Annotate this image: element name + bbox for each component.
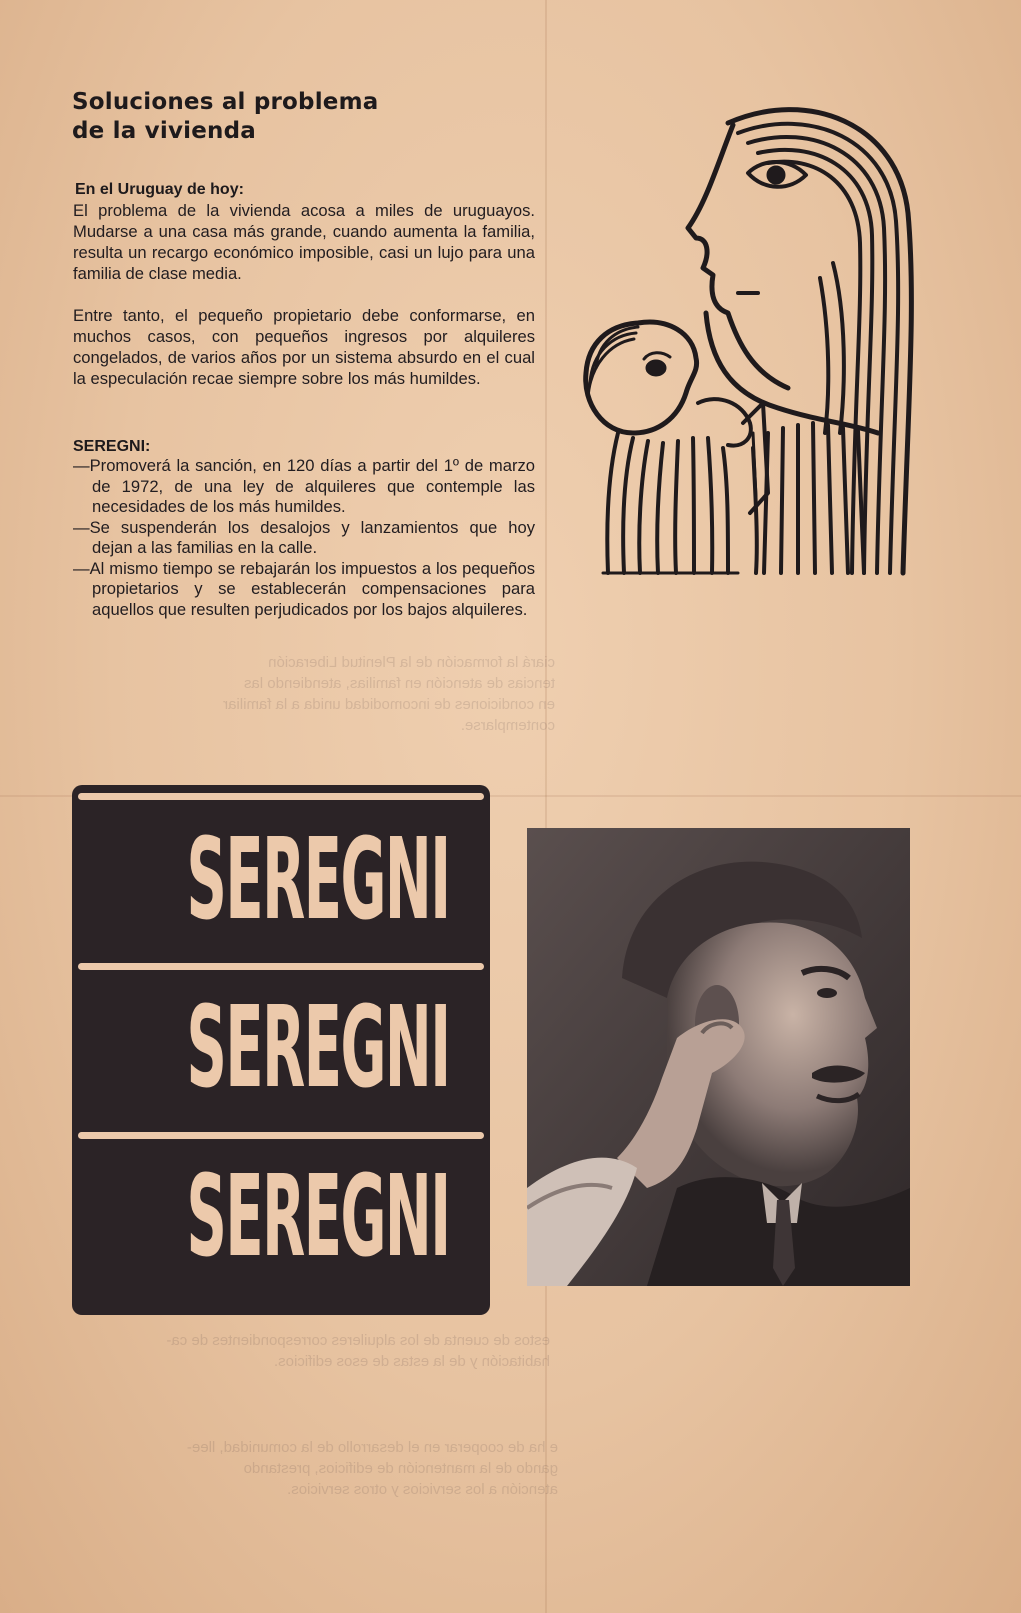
proposal-item: —Al mismo tiempo se rebajarán los impuestos a los pequeños propietarios y se establecerán compensaciones para aquellos que resulten perjudicados por los bajos alquileres.: [73, 558, 535, 619]
logo-divider: [78, 1132, 484, 1139]
headline-line-1: Soluciones al problema: [72, 89, 379, 115]
proposals-list: [73, 456, 535, 620]
logo-divider: [78, 793, 484, 800]
bleed-through-text-3: e ha de cooperar en el desarrollo de la comunidad, llee- gando de la mantención de edificios, prestando atención a los servicios y otros servicios.: [186, 1439, 558, 1498]
article-headline: [72, 88, 492, 146]
section-heading-uruguay: En el Uruguay de hoy:: [75, 181, 244, 198]
logo-word-3: SEREGNI: [186, 1152, 450, 1282]
paragraph-housing-problem: El problema de la vivienda acosa a miles de uruguayos. Mudarse a una casa más grande, cuando aumenta la familia, resulta un recargo económico imposible, casi un lujo para una familia de clase media.: [73, 201, 535, 283]
logo-divider: [78, 963, 484, 970]
seregni-logo-block: [72, 785, 490, 1315]
bleed-through-text-2: estos de cuenta de los alquileres correspondientes de ca- habitación y de la estas de esos edificios.: [166, 1332, 550, 1370]
proposal-item: —Se suspenderán los desalojos y lanzamientos que hoy dejan a las familias en la calle.: [73, 517, 535, 557]
logo-word-2: SEREGNI: [186, 983, 450, 1113]
portrait-photo: [527, 828, 910, 1286]
bleed-through-text-1: ciará la formación de la Plenitud Liberación tencias de atención en familias, atendiendo las en condiciones de incomodidad unida a la familiar contemplarse.: [223, 654, 555, 734]
paragraph-small-owner: Entre tanto, el pequeño propietario debe conformarse, en muchos casos, con pequeños ingresos por alquileres congelados, de varios años por un sistema absurdo en el cual la especulación recae siempre sobre los más humildes.: [73, 306, 535, 388]
logo-word-1: SEREGNI: [186, 815, 450, 945]
proposal-item: —Promoverá la sanción, en 120 días a partir del 1º de marzo de 1972, de una ley de alquileres que contemple las necesidades de los más humildes.: [73, 456, 535, 516]
mother-and-child-illustration-icon: [578, 103, 918, 588]
section-heading-seregni: SEREGNI:: [73, 438, 151, 455]
headline-line-2: de la vivienda: [72, 118, 256, 144]
